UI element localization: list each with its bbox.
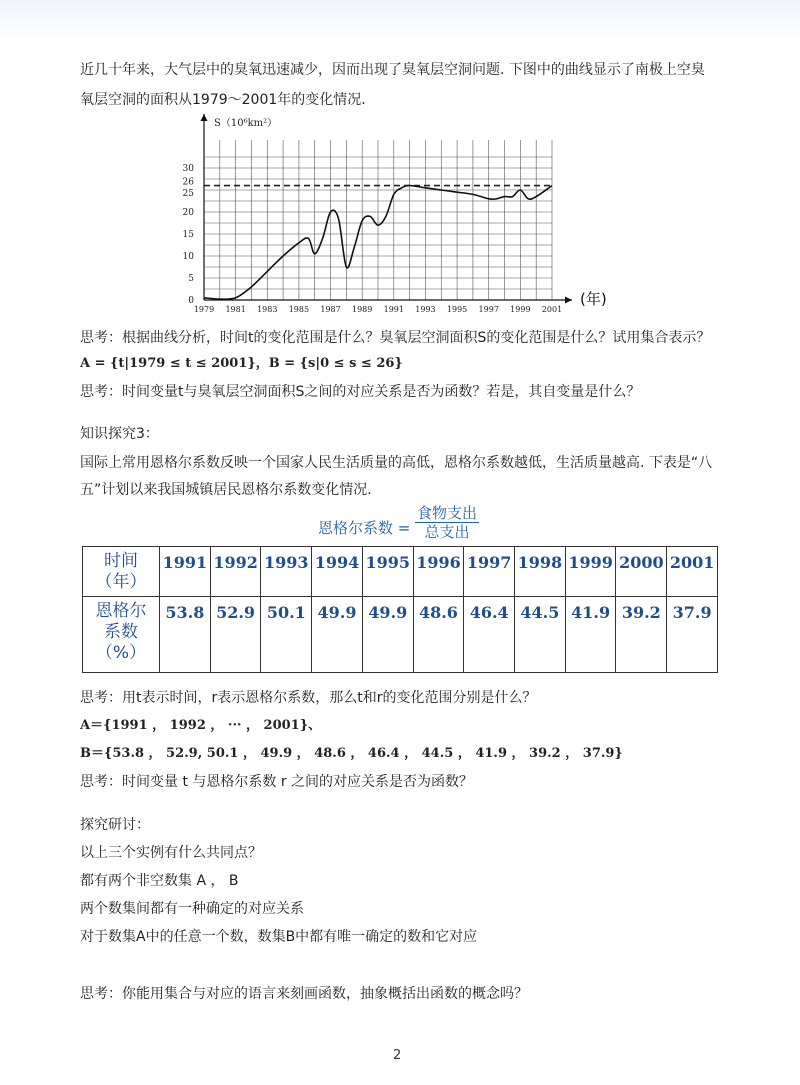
y-tick-labels (183, 164, 195, 306)
x-tick-label: 1997 (478, 305, 499, 314)
x-tick-label: 1989 (352, 305, 373, 314)
table-cell-year: 1997 (464, 547, 515, 597)
table-cell-value: 49.9 (362, 597, 413, 673)
think1-sets: A = {t|1979 ≤ t ≤ 2001}，B = {s|0 ≤ s ≤ 26} (80, 356, 403, 371)
discussion-point-3: 对于数集A中的任意一个数，数集B中都有唯一确定的数和它对应 (80, 929, 478, 945)
table-header-time: 时间 （年） (83, 547, 160, 597)
table-cell-value: 39.2 (616, 597, 667, 673)
table-cell-value: 49.9 (312, 597, 363, 673)
x-tick-label: 1991 (383, 305, 404, 314)
x-tick-label: 2001 (541, 305, 563, 314)
table-cell-year: 1992 (210, 547, 261, 597)
table-cell-value: 46.4 (464, 597, 515, 673)
discussion-title: 探究研讨： (80, 817, 150, 833)
formula-numerator: 食物支出 (416, 504, 477, 522)
table-cell-value: 50.1 (261, 597, 312, 673)
x-tick-labels (194, 305, 562, 314)
section3-title: 知识探究3： (80, 426, 159, 442)
x-axis-label: (年) (580, 290, 607, 308)
x-tick-label: 1993 (415, 305, 436, 314)
formula-denominator: 总支出 (424, 523, 470, 541)
think2-line-1: 思考：用t表示时间，r表示恩格尔系数，那么t和r的变化范围分别是什么？ (80, 690, 537, 706)
page-number: 2 (393, 1048, 402, 1063)
think1-line-1: 思考：根据曲线分析，时间t的变化范围是什么？臭氧层空洞面积S的变化范围是什么？试用集合表示？ (80, 330, 711, 346)
table-cell-value: 41.9 (565, 597, 616, 673)
y-tick-label: 25 (182, 189, 194, 199)
table-row-years (83, 547, 718, 597)
think2-line-4: 思考：时间变量 t 与恩格尔系数 r 之间的对应关系是否为函数？ (80, 774, 474, 790)
table-cell-value: 52.9 (210, 597, 261, 673)
chart-grid (204, 140, 552, 300)
table-cell-year: 1994 (312, 547, 363, 597)
table-cell-value: 44.5 (515, 597, 566, 673)
chart-axes (201, 114, 573, 304)
y-tick-label: 15 (182, 230, 194, 240)
y-tick-label: 10 (182, 252, 194, 262)
table-row-values (83, 597, 718, 673)
table-cell-year: 1995 (362, 547, 413, 597)
formula-fraction (415, 504, 479, 541)
discussion-point-1: 都有两个非空数集 A ， B (80, 873, 239, 889)
intro-line-2: 氧层空洞的面积从1979～2001年的变化情况． (80, 92, 376, 108)
table-cell-year: 1991 (160, 547, 211, 597)
y-tick-label: 5 (188, 274, 194, 284)
table-cell-year: 1993 (261, 547, 312, 597)
x-tick-label: 1995 (446, 305, 468, 314)
section3-line-1: 国际上常用恩格尔系数反映一个国家人民生活质量的高低，恩格尔系数越低，生活质量越高. 下表是“八 (80, 455, 713, 471)
section3-line-2: 五”计划以来我国城镇居民恩格尔系数变化情况. (80, 482, 372, 498)
y-axis-arrow (201, 114, 208, 121)
y-tick-label: 26 (182, 177, 194, 188)
think1-line-3: 思考：时间变量t与臭氧层空洞面积S之间的对应关系是否为函数？若是，其自变量是什么？ (80, 384, 641, 400)
table-cell-year: 2000 (616, 547, 667, 597)
table-cell-year: 1998 (515, 547, 566, 597)
discussion-question: 以上三个实例有什么共同点？ (80, 845, 262, 861)
y-tick-label: 20 (182, 208, 194, 218)
table-cell-value: 53.8 (160, 597, 211, 673)
x-tick-label: 1987 (320, 305, 341, 314)
x-tick-label: 1999 (510, 305, 531, 314)
table-cell-year: 1999 (565, 547, 616, 597)
x-tick-label: 1981 (225, 305, 246, 314)
ozone-chart (170, 110, 620, 315)
discussion-point-2: 两个数集间都有一种确定的对应关系 (80, 901, 304, 917)
table-header-engel: 恩格尔 系数 （%） (83, 597, 160, 673)
think2-set-b: B＝{53.8 ， 52.9, 50.1 ， 49.9 ， 48.6 ， 46.4 ， 44.5 ， 41.9 ， 39.2 ， 37.9} (80, 746, 623, 761)
table-cell-year: 1996 (413, 547, 464, 597)
formula-lhs: 恩格尔系数 = (318, 519, 411, 537)
header-band (0, 0, 800, 40)
think2-set-a: A＝{1991 ， 1992 ， ··· ， 2001}、 (80, 718, 322, 733)
engel-table (82, 546, 718, 673)
y-tick-label: 0 (188, 296, 194, 306)
x-axis-arrow (565, 297, 572, 304)
x-tick-label: 1983 (257, 305, 278, 314)
y-axis-label: S（10⁶km²） (214, 118, 278, 129)
x-tick-label: 1979 (193, 305, 215, 314)
final-question: 思考：你能用集合与对应的语言来刻画函数，抽象概括出函数的概念吗？ (80, 986, 528, 1002)
table-cell-value: 37.9 (667, 597, 718, 673)
x-tick-label: 1985 (288, 305, 310, 314)
table-cell-year: 2001 (667, 547, 718, 597)
y-tick-label: 30 (182, 164, 194, 174)
intro-line-1: 近几十年来，大气层中的臭氧迅速减少，因而出现了臭氧层空洞问题. 下图中的曲线显示了南极上空臭 (80, 62, 705, 78)
table-cell-value: 48.6 (413, 597, 464, 673)
